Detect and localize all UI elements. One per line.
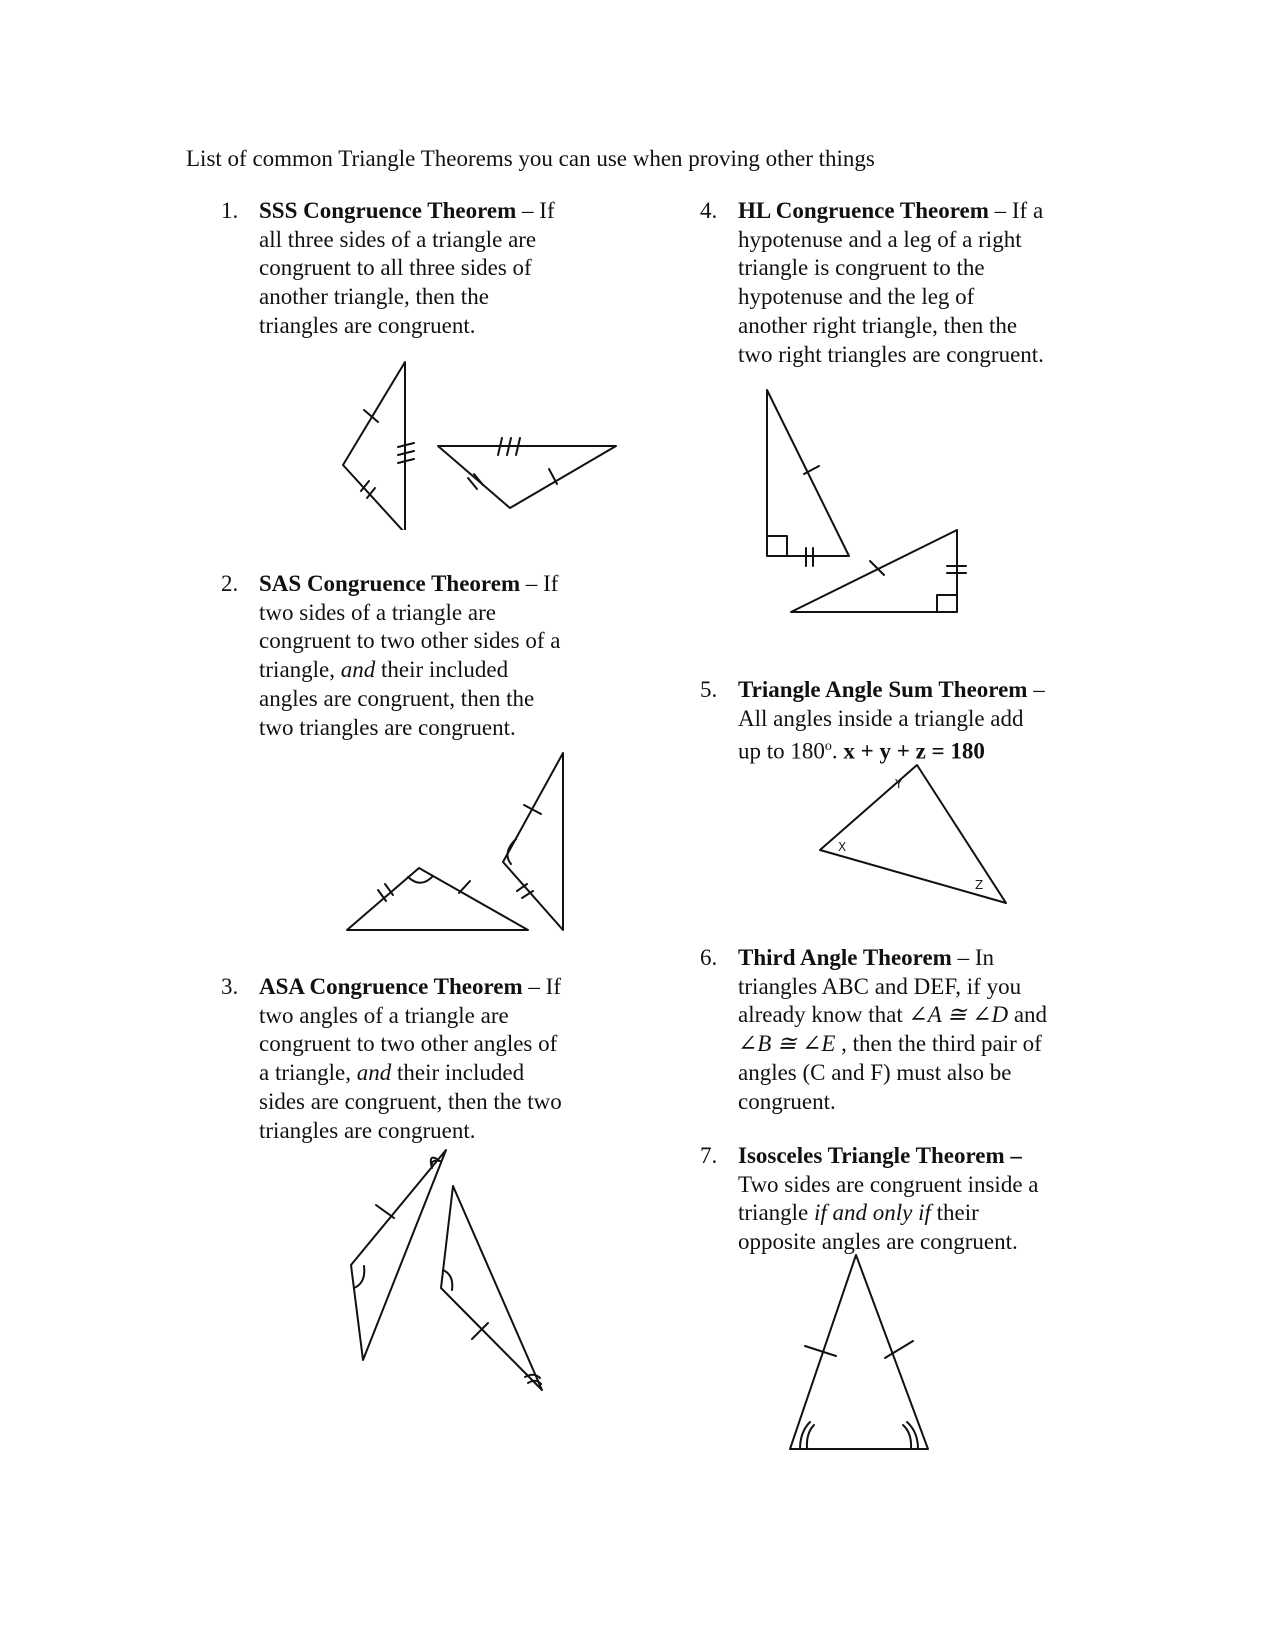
theorem-line-part: triangle (738, 1200, 814, 1226)
theorem-line-part: triangle, (259, 657, 341, 683)
theorem-line-part: a triangle, (259, 1060, 357, 1086)
theorem-name: Isosceles Triangle Theorem – (738, 1143, 1022, 1168)
theorem-text-tail: – (1027, 677, 1045, 702)
angle-sum-figure (815, 755, 1015, 910)
theorem-line: another right triangle, then the (738, 312, 1018, 338)
theorem-name: HL Congruence Theorem (738, 198, 989, 223)
theorem-line: hypotenuse and a leg of a right (738, 226, 1022, 252)
theorem-line: triangles ABC and DEF, if you (738, 973, 1022, 999)
theorem-number: 7. (700, 1143, 718, 1168)
theorem-2 (221, 570, 621, 740)
theorem-line-emphasis: and (340, 657, 376, 683)
isosceles-figure (780, 1245, 940, 1455)
angle-arc (354, 1266, 364, 1288)
theorem-text (738, 944, 1047, 1116)
congruence-statement: ∠B ≅ ∠E (738, 1031, 836, 1057)
theorem-line: triangles are congruent. (259, 1117, 476, 1143)
angle-arc (525, 1375, 540, 1378)
theorem-line: two angles of a triangle are (259, 1002, 509, 1028)
asa-triangle-right (441, 1186, 542, 1390)
theorem-text-tail: – If (520, 571, 559, 596)
theorem-line: Two sides are congruent inside a (738, 1171, 1039, 1197)
theorem-line-part: up to 180 (738, 739, 825, 765)
tick-mark (805, 1346, 836, 1356)
theorem-line: congruent. (738, 1088, 836, 1114)
theorem-name: Triangle Angle Sum Theorem (738, 677, 1028, 702)
sas-triangle-left (347, 868, 528, 930)
hl-triangle-upper (767, 390, 849, 556)
theorem-line-part: their (930, 1200, 979, 1226)
theorem-line: hypotenuse and the leg of (738, 284, 975, 310)
sss-triangle-right (438, 446, 616, 508)
theorem-text-tail: – If (516, 198, 555, 223)
theorem-1 (221, 197, 621, 347)
right-angle-marker (767, 536, 787, 556)
theorem-text (259, 197, 555, 341)
theorem-line: triangle is congruent to the (738, 255, 985, 281)
theorem-line: sides are congruent, then the two (259, 1088, 562, 1114)
theorem-line: another triangle, then the (259, 284, 489, 310)
theorem-line: congruent to two other angles of (259, 1031, 558, 1057)
asa-triangle-left (351, 1150, 446, 1360)
theorem-text-tail: – If (522, 974, 561, 999)
theorem-line-part: their included (391, 1060, 525, 1086)
tick-mark (376, 1205, 394, 1218)
theorem-line: two triangles are congruent. (259, 714, 516, 740)
theorem-6 (700, 944, 1130, 1124)
theorem-line: two sides of a triangle are (259, 599, 496, 625)
angle-label-z: Z (975, 878, 984, 892)
tick-mark (459, 881, 470, 893)
sss-figure (330, 345, 630, 530)
theorem-line: congruent to all three sides of (259, 255, 532, 281)
theorem-line-emphasis: if and only if (814, 1200, 931, 1226)
theorem-line: all three sides of a triangle are (259, 226, 537, 252)
angle-arc (807, 1425, 814, 1449)
theorem-number: 1. (221, 198, 239, 223)
theorem-line-emphasis: and (356, 1060, 392, 1086)
theorem-name: SAS Congruence Theorem (259, 571, 521, 596)
theorem-7 (700, 1142, 1130, 1262)
sas-triangle-right (503, 753, 563, 930)
theorem-line: angles are congruent, then the (259, 685, 535, 711)
sss-triangle-left (343, 362, 405, 530)
page-title: List of common Triangle Theorems you can use when proving other things (186, 146, 875, 171)
theorem-number: 5. (700, 677, 718, 702)
theorem-3 (221, 973, 621, 1143)
theorem-name: SSS Congruence Theorem (259, 198, 517, 223)
theorem-name: ASA Congruence Theorem (259, 974, 523, 999)
theorem-text (259, 570, 560, 742)
theorem-5 (700, 676, 1130, 766)
angle-label-y: Y (895, 777, 903, 791)
theorem-line-part: and (1008, 1002, 1048, 1028)
angle-label-x: X (838, 840, 847, 854)
theorem-line: triangles are congruent. (259, 312, 476, 338)
tick-mark (472, 1323, 488, 1339)
theorem-line-part: their included (375, 657, 509, 683)
angle-arc (443, 1270, 452, 1290)
theorem-text (738, 197, 1044, 369)
theorem-number: 3. (221, 974, 239, 999)
theorem-line-part: already know that (738, 1002, 909, 1028)
theorem-text-tail: – If a (988, 198, 1044, 223)
theorem-line: congruent to two other sides of a (259, 628, 561, 654)
angle-sum-equation: x + y + z = 180 (843, 739, 985, 765)
degree-superscript: o (824, 739, 832, 755)
theorem-line: opposite angles are congruent. (738, 1229, 1018, 1255)
theorem-line: two right triangles are congruent. (738, 341, 1044, 367)
theorem-line: All angles inside a triangle add (738, 705, 1024, 731)
theorem-text-tail: – In (951, 945, 995, 970)
theorem-number: 4. (700, 198, 718, 223)
theorem-text (738, 676, 1045, 767)
theorem-number: 6. (700, 945, 718, 970)
theorem-number: 2. (221, 571, 239, 596)
theorem-name: Third Angle Theorem (738, 945, 952, 970)
isosceles-triangle (790, 1255, 928, 1449)
theorem-line-part: , then the third pair of (835, 1031, 1042, 1057)
angle-arc (903, 1425, 911, 1449)
theorem-4 (700, 197, 1130, 377)
hl-triangle-lower (791, 530, 957, 612)
tick-mark (474, 474, 483, 485)
theorem-line-part: . (831, 739, 844, 765)
congruence-statement: ∠A ≅ ∠D (908, 1002, 1009, 1028)
hl-figure (760, 380, 980, 615)
right-angle-marker (937, 595, 957, 612)
theorem-line: angles (C and F) must also be (738, 1059, 1012, 1085)
theorem-text (259, 973, 562, 1145)
sas-figure (340, 745, 580, 940)
theorem-text (738, 1142, 1039, 1257)
angle-arc (408, 876, 433, 883)
asa-figure (340, 1140, 550, 1400)
